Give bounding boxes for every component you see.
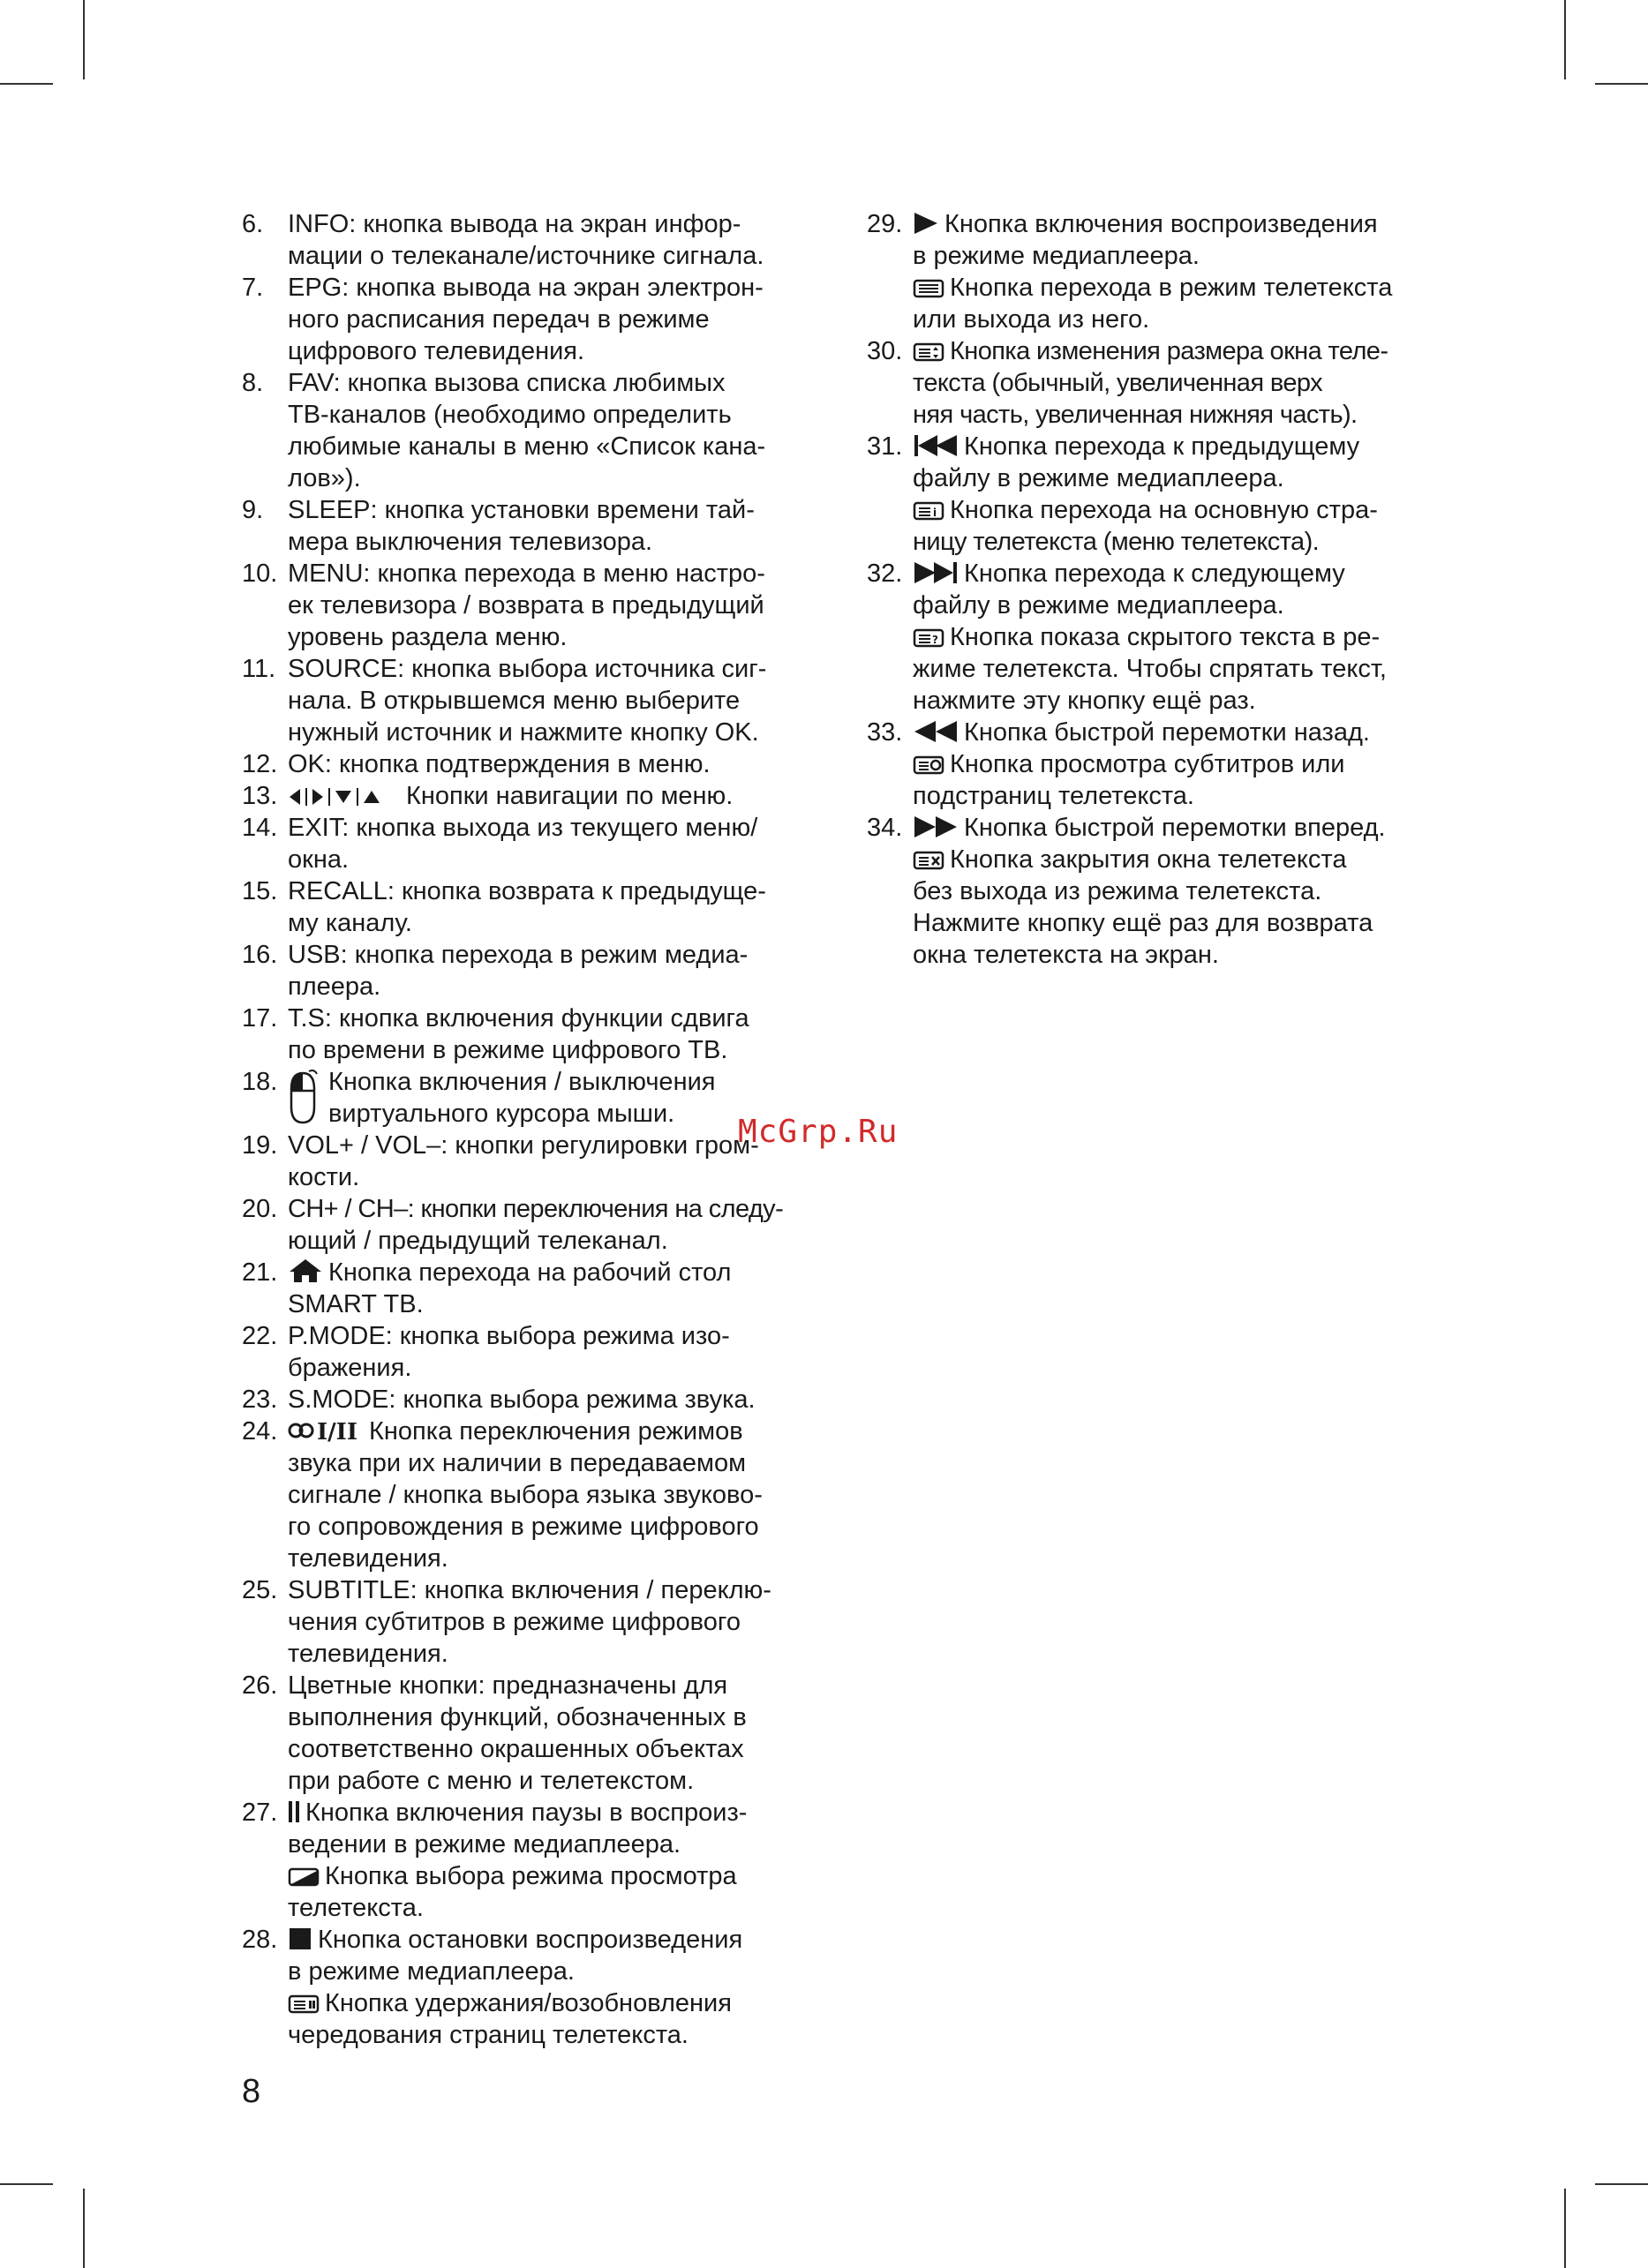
teletext-cancel-icon <box>913 850 944 871</box>
page-number: 8 <box>242 2073 261 2110</box>
item-text: го сопровождения в режиме цифрового <box>288 1513 759 1541</box>
item-text: Кнопки навигации по меню. <box>406 782 734 810</box>
item-text: няя часть, увеличенная нижняя часть). <box>913 401 1358 429</box>
item-text: T.S: кнопка включения функции сдвига <box>288 1004 749 1033</box>
item-text: цифрового телевидения. <box>288 337 585 365</box>
list-item-17 <box>242 1003 842 1066</box>
item-text: или выхода из него. <box>913 305 1150 334</box>
list-item-9 <box>242 494 842 558</box>
item-text: Кнопка быстрой перемотки вперед. <box>964 814 1386 842</box>
item-number: 33. <box>867 718 903 747</box>
right-column <box>867 208 1502 971</box>
item-number: 16. <box>242 941 278 969</box>
item-number: 31. <box>867 432 903 461</box>
item-text: SOURCE: кнопка выбора источника сиг- <box>288 655 767 683</box>
item-number: 7. <box>242 274 264 302</box>
fast-forward-icon <box>913 815 959 839</box>
list-item-8 <box>242 367 842 494</box>
list-item-34 <box>867 812 1502 971</box>
list-item-7 <box>242 272 842 367</box>
item-number: 20. <box>242 1195 278 1223</box>
item-text: мации о телеканале/источнике сигнала. <box>288 242 764 270</box>
item-text: окна. <box>288 845 350 874</box>
item-text: ницу телетекста (меню телетекста). <box>913 528 1320 556</box>
list-item-24 <box>242 1416 842 1574</box>
item-text: нала. В открывшемся меню выберите <box>288 687 741 715</box>
list-item-16 <box>242 939 842 1003</box>
item-text: SUBTITLE: кнопка включения / переклю- <box>288 1576 771 1604</box>
item-text: нажмите эту кнопку ещё раз. <box>913 687 1256 715</box>
item-text: ного расписания передач в режиме <box>288 305 710 334</box>
list-item-15 <box>242 875 842 939</box>
item-text: CH+ / CH–: кнопки переключения на следу- <box>288 1195 784 1223</box>
mouse-icon <box>288 1070 318 1126</box>
item-text: Кнопка перехода в режим телетекста <box>950 274 1393 302</box>
item-text: плеера. <box>288 973 381 1001</box>
crop-mark-top-left <box>83 0 85 79</box>
item-text: MENU: кнопка перехода в меню настро- <box>288 559 765 588</box>
item-text: Кнопка перехода на основную стра- <box>950 496 1378 524</box>
item-number: 32. <box>867 559 903 588</box>
list-item-23 <box>242 1384 842 1416</box>
item-text: соответственно окрашенных объектах <box>288 1735 744 1763</box>
list-item-27 <box>242 1797 842 1924</box>
item-number: 10. <box>242 559 278 588</box>
list-item-20 <box>242 1193 842 1257</box>
list-item-13 <box>242 780 842 812</box>
item-text: лов»). <box>288 464 361 492</box>
teletext-subpage-icon <box>913 755 944 776</box>
item-text: Кнопка закрытия окна телетекста <box>950 845 1347 874</box>
crop-mark-top-right <box>1564 0 1566 79</box>
item-text: ющий / предыдущий телеканал. <box>288 1227 668 1255</box>
item-text: Кнопка переключения режимов <box>369 1417 743 1446</box>
item-number: 17. <box>242 1004 278 1033</box>
list-item-33 <box>867 717 1502 812</box>
item-number: 22. <box>242 1322 278 1350</box>
item-text: ведении в режиме медиаплеера. <box>288 1830 681 1859</box>
list-item-21 <box>242 1257 842 1320</box>
item-text: Кнопка показа скрытого текста в ре- <box>950 623 1381 651</box>
item-text: телевидения. <box>288 1544 448 1573</box>
next-track-icon <box>913 560 959 585</box>
item-text: текста (обычный, увеличенная верх <box>913 369 1322 397</box>
item-number: 21. <box>242 1258 278 1287</box>
item-text: при работе с меню и телетекстом. <box>288 1767 695 1795</box>
item-text: VOL+ / VOL–: кнопки регулировки гром- <box>288 1131 759 1160</box>
item-text: S.MODE: кнопка выбора режима звука. <box>288 1386 756 1414</box>
item-number: 34. <box>867 814 903 842</box>
item-text: RECALL: кнопка возврата к предыдуще- <box>288 877 766 905</box>
item-text: Кнопка быстрой перемотки назад. <box>964 718 1370 747</box>
crop-mark-bottom-right-h <box>1595 2183 1648 2185</box>
item-number: 11. <box>242 655 276 683</box>
list-item-25 <box>242 1574 842 1670</box>
svg-text:i: i <box>933 507 937 519</box>
item-text: SLEEP: кнопка установки времени тай- <box>288 496 755 524</box>
item-text: виртуального курсора мыши. <box>328 1100 675 1128</box>
list-item-31 <box>867 431 1502 558</box>
item-text: EPG: кнопка вывода на экран электрон- <box>288 274 764 302</box>
item-number: 23. <box>242 1386 278 1414</box>
teletext-icon <box>913 278 944 299</box>
item-number: 18. <box>242 1068 278 1096</box>
item-text: выполнения функций, обозначенных в <box>288 1703 747 1731</box>
svg-text:?: ? <box>932 634 938 646</box>
list-item-32 <box>867 558 1502 717</box>
item-number: 13. <box>242 782 278 810</box>
item-number: 25. <box>242 1576 278 1604</box>
list-item-6 <box>242 208 842 272</box>
item-text: любимые каналы в меню «Список кана- <box>288 432 766 461</box>
item-number: 29. <box>867 210 903 238</box>
list-item-30 <box>867 335 1502 431</box>
item-text: телевидения. <box>288 1640 448 1668</box>
teletext-mix-icon <box>288 1866 320 1888</box>
item-text: Кнопка включения воспроизведения <box>944 210 1378 238</box>
item-text: файлу в режиме медиаплеера. <box>913 464 1284 492</box>
crop-mark-top-right-h <box>1595 83 1648 85</box>
list-item-10 <box>242 558 842 653</box>
item-text: окна телетекста на экран. <box>913 941 1219 969</box>
navigation-arrows-icon <box>288 786 401 807</box>
item-text: звука при их наличии в передаваемом <box>288 1449 747 1477</box>
audio-mode-icon <box>288 1418 364 1443</box>
item-number: 24. <box>242 1417 278 1446</box>
item-text: EXIT: кнопка выхода из текущего меню/ <box>288 814 758 842</box>
list-item-28 <box>242 1924 842 2051</box>
item-text: чередования страниц телетекста. <box>288 2021 689 2049</box>
item-text: Кнопка удержания/возобновления <box>325 1989 732 2017</box>
item-text: ТВ-каналов (необходимо определить <box>288 401 732 429</box>
item-text: Кнопка изменения размера окна теле- <box>950 337 1388 365</box>
item-number: 9. <box>242 496 264 524</box>
item-text: без выхода из режима телетекста. <box>913 877 1322 905</box>
crop-mark-bottom-left-h <box>0 2183 53 2185</box>
list-item-22 <box>242 1320 842 1384</box>
item-text: подстраниц телетекста. <box>913 782 1194 810</box>
item-text: мера выключения телевизора. <box>288 528 653 556</box>
item-text: сигнале / кнопка выбора языка звуково- <box>288 1481 763 1509</box>
item-text: по времени в режиме цифрового ТВ. <box>288 1036 728 1064</box>
list-item-26 <box>242 1670 842 1797</box>
item-number: 8. <box>242 369 264 397</box>
teletext-index-icon <box>913 500 944 522</box>
item-number: 19. <box>242 1131 278 1160</box>
crop-mark-top-left-h <box>0 83 53 85</box>
item-text: Кнопка включения / выключения <box>328 1068 716 1096</box>
watermark: McGrp.Ru <box>738 1114 899 1150</box>
stop-icon <box>288 1926 312 1951</box>
crop-mark-bottom-right <box>1564 2189 1566 2268</box>
previous-track-icon <box>913 433 959 458</box>
item-text: P.MODE: кнопка выбора режима изо- <box>288 1322 730 1350</box>
list-item-29 <box>867 208 1502 335</box>
svg-text:I/II: I/II <box>317 1419 357 1443</box>
item-text: чения субтитров в режиме цифрового <box>288 1608 741 1636</box>
item-number: 15. <box>242 877 278 905</box>
item-text: жиме телетекста. Чтобы спрятать текст, <box>913 655 1387 683</box>
teletext-size-icon <box>913 342 944 363</box>
item-text: Кнопка остановки воспроизведения <box>318 1926 743 1954</box>
item-text: бражения. <box>288 1354 412 1382</box>
item-text: Кнопка включения паузы в воспроиз- <box>305 1799 748 1827</box>
item-text: Нажмите кнопку ещё раз для возврата <box>913 909 1373 937</box>
crop-mark-bottom-left <box>83 2189 85 2268</box>
teletext-reveal-icon <box>913 627 944 649</box>
item-text: му каналу. <box>288 909 412 937</box>
item-text: USB: кнопка перехода в режим медиа- <box>288 941 749 969</box>
item-number: 26. <box>242 1671 278 1700</box>
list-item-12 <box>242 748 842 780</box>
item-number: 30. <box>867 337 903 365</box>
item-text: Кнопка просмотра субтитров или <box>950 750 1345 778</box>
item-text: SMART ТВ. <box>288 1290 424 1318</box>
rewind-icon <box>913 719 959 744</box>
item-number: 27. <box>242 1799 278 1827</box>
play-icon <box>913 211 939 236</box>
item-number: 14. <box>242 814 278 842</box>
item-text: в режиме медиаплеера. <box>288 1957 575 1986</box>
item-number: 12. <box>242 750 278 778</box>
item-number: 6. <box>242 210 264 238</box>
item-text: ек телевизора / возврата в предыдущий <box>288 591 764 620</box>
list-item-14 <box>242 812 842 875</box>
list-item-11 <box>242 653 842 748</box>
teletext-hold-icon <box>288 1994 320 2015</box>
item-number: 28. <box>242 1926 278 1954</box>
item-text: телетекста. <box>288 1894 424 1922</box>
item-text: в режиме медиаплеера. <box>913 242 1200 270</box>
item-text: OK: кнопка подтверждения в меню. <box>288 750 711 778</box>
item-text: INFO: кнопка вывода на экран инфор- <box>288 210 741 238</box>
item-text: Кнопка перехода к предыдущему <box>964 432 1360 461</box>
item-text: нужный источник и нажмите кнопку OK. <box>288 718 759 747</box>
item-text: Цветные кнопки: предназначены для <box>288 1671 728 1700</box>
item-text: Кнопка выбора режима просмотра <box>325 1862 737 1890</box>
item-text: FAV: кнопка вызова списка любимых <box>288 369 726 397</box>
pause-icon <box>288 1799 300 1824</box>
item-text: Кнопка перехода на рабочий стол <box>328 1258 732 1287</box>
item-text: Кнопка перехода к следующему <box>964 559 1345 588</box>
home-icon <box>288 1258 323 1284</box>
item-text: кости. <box>288 1163 360 1191</box>
item-text: уровень раздела меню. <box>288 623 568 651</box>
item-text: файлу в режиме медиаплеера. <box>913 591 1284 620</box>
